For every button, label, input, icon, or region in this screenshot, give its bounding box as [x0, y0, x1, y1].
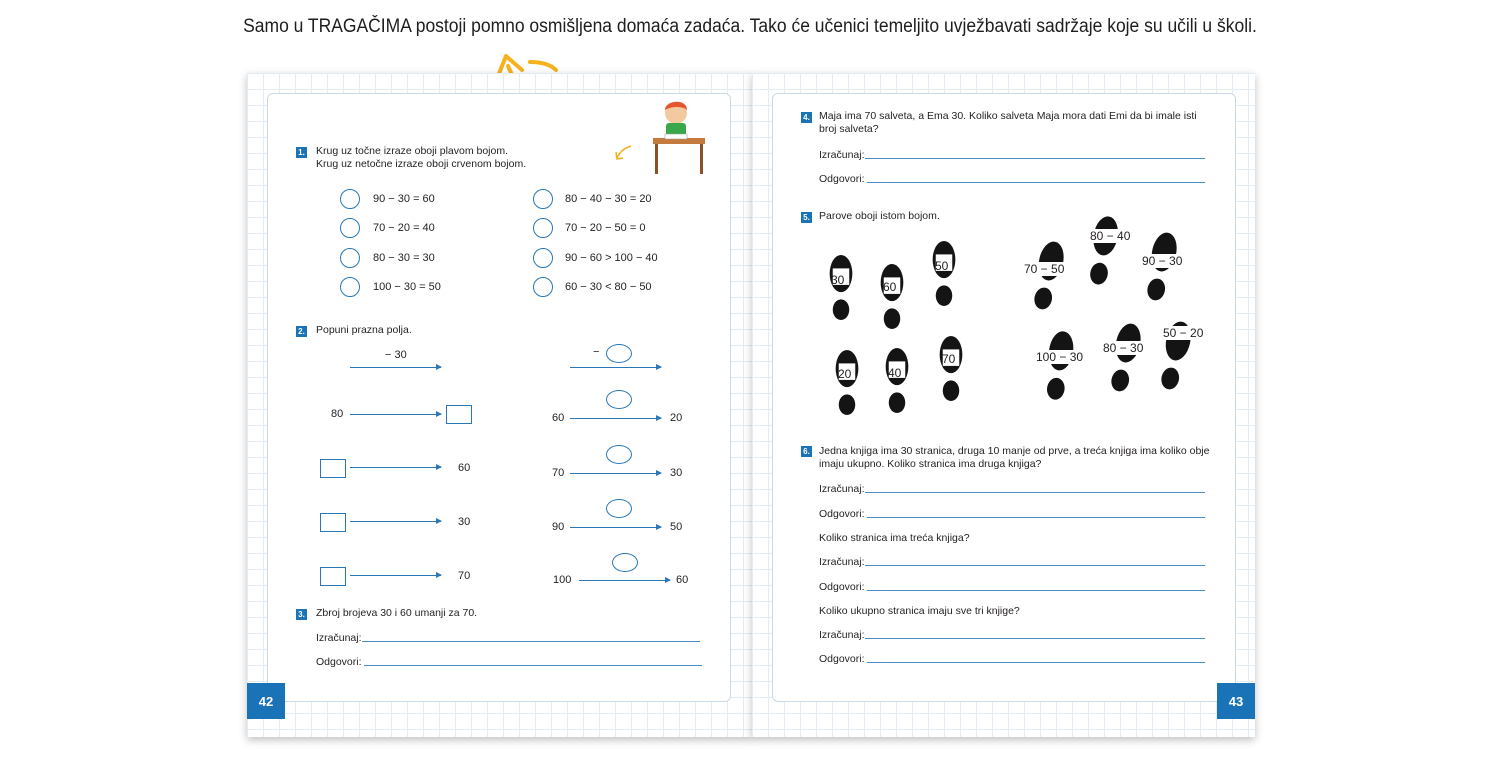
question-2-number: 2.: [296, 326, 307, 337]
question-1-line1: Krug uz točne izraze oboji plavom bojom.: [316, 145, 509, 157]
sub-question-1: Koliko stranica ima treća knjiga?: [819, 532, 970, 544]
arrow: [570, 473, 661, 474]
expression: 70 − 20 = 40: [373, 222, 435, 234]
footprint-number: 50: [935, 259, 949, 273]
start-value: 80: [331, 408, 344, 420]
start-value: 100: [553, 574, 572, 586]
answer-circle[interactable]: [533, 277, 553, 297]
expression: 80 − 40 − 30 = 20: [565, 193, 652, 205]
footprint-icon: [828, 255, 854, 321]
answer-box[interactable]: [320, 513, 346, 532]
question-6-number: 6.: [801, 446, 812, 457]
footprint-expression: 80 − 40: [1090, 229, 1131, 243]
answer-circle[interactable]: [533, 218, 553, 238]
calculate-label: Izračunaj:: [819, 149, 865, 161]
answer-line[interactable]: [364, 665, 702, 666]
calculate-line[interactable]: [865, 492, 1205, 493]
answer-label: Odgovori:: [819, 173, 865, 185]
calculate-line[interactable]: [865, 638, 1205, 639]
question-2-text: Popuni prazna polja.: [316, 324, 412, 336]
arrow: [350, 521, 441, 522]
calculate-line[interactable]: [362, 641, 700, 642]
calculate-line[interactable]: [865, 565, 1205, 566]
answer-line[interactable]: [867, 590, 1205, 591]
footprint-icon: [884, 348, 910, 414]
calculate-label: Izračunaj:: [316, 632, 362, 644]
question-3-number: 3.: [296, 609, 307, 620]
answer-label: Odgovori:: [316, 656, 362, 668]
footprint-number: 60: [883, 280, 897, 294]
arrow: [579, 580, 670, 581]
expression: 60 − 30 < 80 − 50: [565, 281, 652, 293]
question-5-text: Parove oboji istom bojom.: [819, 210, 940, 222]
expression: 80 − 30 = 30: [373, 252, 435, 264]
answer-circle[interactable]: [533, 189, 553, 209]
answer-circle[interactable]: [340, 277, 360, 297]
footprint-number: 70: [942, 352, 956, 366]
footprint-number: 30: [831, 273, 845, 287]
answer-oval[interactable]: [606, 344, 632, 363]
footprint-icon: [938, 336, 964, 402]
page-number: 42: [247, 683, 285, 719]
answer-box[interactable]: [446, 405, 472, 424]
page-number: 43: [1217, 683, 1255, 719]
question-5-number: 5.: [801, 212, 812, 223]
footprint-number: 40: [888, 366, 902, 380]
answer-box[interactable]: [320, 459, 346, 478]
end-value: 50: [670, 521, 683, 533]
answer-label: Odgovori:: [819, 508, 865, 520]
arrow: [350, 467, 441, 468]
answer-oval[interactable]: [606, 499, 632, 518]
footprint-icon: [834, 350, 860, 416]
footprint-icon: [931, 241, 957, 307]
answer-oval[interactable]: [612, 553, 638, 572]
arrow: [350, 367, 441, 368]
footprint-expression: 50 − 20: [1163, 326, 1204, 340]
right-page: [752, 73, 1255, 737]
question-1-number: 1.: [296, 147, 307, 158]
end-value: 70: [458, 570, 471, 582]
answer-circle[interactable]: [340, 189, 360, 209]
footprint-number: 20: [838, 367, 852, 381]
end-value: 20: [670, 412, 683, 424]
expression: 100 − 30 = 50: [373, 281, 441, 293]
arrow: [350, 575, 441, 576]
question-1-line2: Krug uz netočne izraze oboji crvenom bojom.: [316, 158, 527, 170]
student-desk-illustration: [609, 98, 709, 176]
operation-label: −: [593, 346, 600, 358]
expression: 70 − 20 − 50 = 0: [565, 222, 646, 234]
question-4-number: 4.: [801, 112, 812, 123]
left-page: [247, 73, 752, 737]
operation-label: − 30: [385, 349, 407, 361]
answer-box[interactable]: [320, 567, 346, 586]
calculate-label: Izračunaj:: [819, 483, 865, 495]
expression: 90 − 30 = 60: [373, 193, 435, 205]
footprint-expression: 100 − 30: [1036, 350, 1084, 364]
arrow: [570, 367, 661, 368]
question-4-line1: Maja ima 70 salveta, a Ema 30. Koliko salveta Maja mora dati Emi da bi imale isti: [819, 110, 1197, 122]
footprint-icon: [879, 264, 905, 330]
answer-circle[interactable]: [340, 248, 360, 268]
question-6-line2: imaju ukupno. Koliko stranica ima druga knjiga?: [819, 458, 1042, 470]
answer-line[interactable]: [867, 662, 1205, 663]
answer-circle[interactable]: [533, 248, 553, 268]
answer-label: Odgovori:: [819, 653, 865, 665]
calculate-label: Izračunaj:: [819, 629, 865, 641]
footprint-expression: 90 − 30: [1142, 254, 1183, 268]
end-value: 60: [676, 574, 689, 586]
answer-line[interactable]: [867, 517, 1205, 518]
start-value: 90: [552, 521, 565, 533]
calculate-line[interactable]: [865, 158, 1205, 159]
question-6-line1: Jedna knjiga ima 30 stranica, druga 10 manje od prve, a treća knjiga ima koliko obje: [819, 445, 1210, 457]
start-value: 60: [552, 412, 565, 424]
arrow: [350, 414, 441, 415]
end-value: 30: [458, 516, 471, 528]
question-3-text: Zbroj brojeva 30 i 60 umanji za 70.: [316, 607, 478, 619]
promo-caption: Samo u TRAGAČIMA postoji pomno osmišljena domaća zadaća. Tako će učenici temeljito uvježbavati sadržaje koje su učili u školi.: [243, 16, 1257, 37]
end-value: 60: [458, 462, 471, 474]
arrow: [570, 418, 661, 419]
answer-oval[interactable]: [606, 445, 632, 464]
footprint-expression: 80 − 30: [1103, 341, 1144, 355]
answer-oval[interactable]: [606, 390, 632, 409]
end-value: 30: [670, 467, 683, 479]
answer-label: Odgovori:: [819, 581, 865, 593]
expression: 90 − 60 > 100 − 40: [565, 252, 658, 264]
answer-line[interactable]: [867, 182, 1205, 183]
question-4-line2: broj salveta?: [819, 123, 879, 135]
sub-question-2: Koliko ukupno stranica imaju sve tri knjige?: [819, 605, 1020, 617]
calculate-label: Izračunaj:: [819, 556, 865, 568]
footprint-expression: 70 − 50: [1024, 262, 1065, 276]
start-value: 70: [552, 467, 565, 479]
arrow: [570, 527, 661, 528]
answer-circle[interactable]: [340, 218, 360, 238]
